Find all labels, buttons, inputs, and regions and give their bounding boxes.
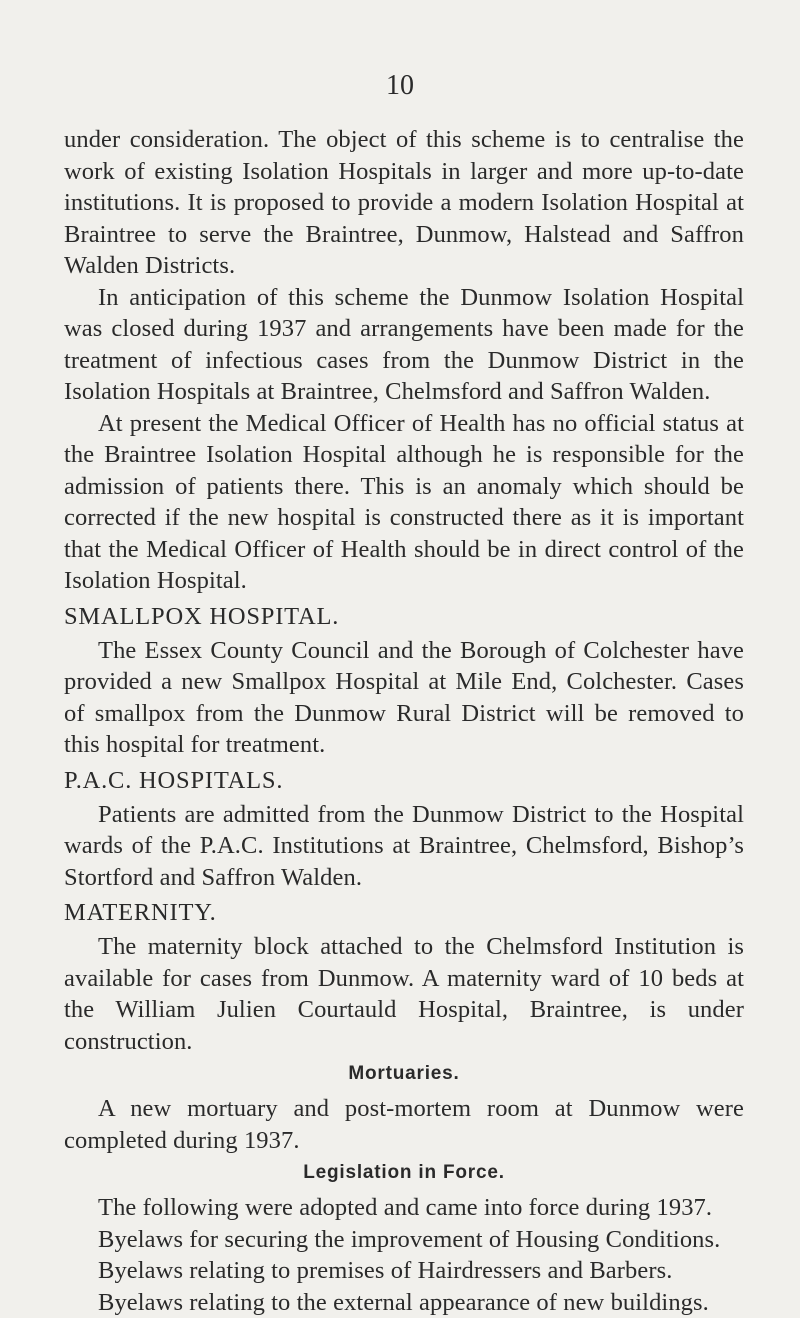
heading-pac-hospitals: P.A.C. HOSPITALS. — [64, 763, 744, 799]
heading-maternity: MATERNITY. — [64, 895, 744, 931]
heading-smallpox-hospital: SMALLPOX HOSPITAL. — [64, 599, 744, 635]
paragraph-maternity: The maternity block attached to the Chelmsford Institution is available for cases from Dunmow. A maternity ward of 10 beds at the William Julien Courtauld Hospital, Braintree, is under construction. — [64, 931, 744, 1057]
page-number: 10 — [0, 70, 800, 102]
heading-mortuaries: Mortuaries. — [64, 1059, 744, 1089]
heading-legislation: Legislation in Force. — [64, 1158, 744, 1188]
paragraph-legislation-intro: The following were adopted and came into force during 1937. — [64, 1192, 744, 1224]
paragraph-scheme-intro: under consideration. The object of this scheme is to centralise the work of existing Isolation Hospitals in larger and more up-to-date institutions. It is proposed to provide a modern Isolation Hospital at Braintree to serve the Braintree, Dunmow, Halstead and Saffron Walden Districts. — [64, 124, 744, 282]
paragraph-medical-officer-status: At present the Medical Officer of Health has no official status at the Braintree Isolation Hospital although he is responsible for the admission of patients there. This is an anomaly which should be corrected if the new hospital is constructed there as it is important that the Medical Officer of Health should be in direct control of the Isolation Hospital. — [64, 408, 744, 597]
paragraph-dunmow-closure: In anticipation of this scheme the Dunmow Isolation Hospital was closed during 1937 and arrangements have been made for the treatment of infectious cases from the Dunmow District in the Isolation Hospitals at Braintree, Chelmsford and Saffron Walden. — [64, 282, 744, 408]
paragraph-byelaws-hairdressers: Byelaws relating to premises of Hairdressers and Barbers. — [64, 1255, 744, 1287]
paragraph-smallpox-hospital: The Essex County Council and the Borough of Colchester have provided a new Smallpox Hospital at Mile End, Colchester. Cases of smallpox from the Dunmow Rural District will be removed to this hospital for treatment. — [64, 635, 744, 761]
paragraph-mortuaries: A new mortuary and post-mortem room at Dunmow were completed during 1937. — [64, 1093, 744, 1156]
paragraph-byelaws-buildings: Byelaws relating to the external appearance of new buildings. — [64, 1287, 744, 1318]
paragraph-byelaws-housing: Byelaws for securing the improvement of Housing Conditions. — [64, 1224, 744, 1256]
paragraph-pac-hospitals: Patients are admitted from the Dunmow District to the Hospital wards of the P.A.C. Institutions at Braintree, Chelmsford, Bishop’s Stortford and Saffron Walden. — [64, 799, 744, 894]
document-body — [64, 124, 744, 1318]
